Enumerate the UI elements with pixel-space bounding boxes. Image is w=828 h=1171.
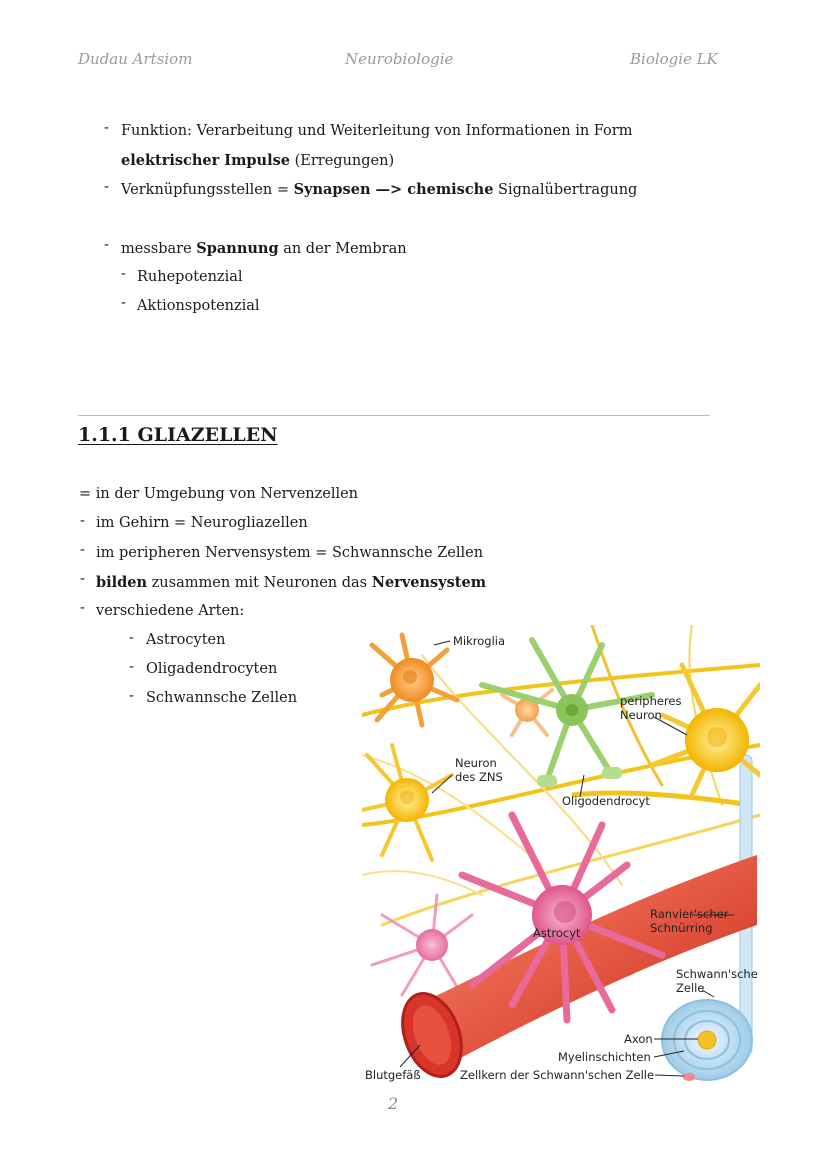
bullet-dash: - [80,542,85,558]
list-item-funktion-cont [121,152,394,169]
text: Signalübertragung [493,182,638,198]
list-item-funktion [121,123,633,139]
bullet-dash: - [104,120,109,136]
bold-text: Nervensystem [371,574,487,591]
label-ranvier-2: Schnürring [650,921,713,935]
list-item-synapsen [121,181,637,198]
bold-text: chemische [407,181,494,198]
bullet-dash: - [80,600,85,616]
sub-bullet-dash: - [129,659,134,675]
bullet-dash: - [80,571,85,587]
label-ranvier: Ranvier'scher [650,907,729,921]
label-astrocyt: Astrocyt [533,926,581,940]
text: Funktion: Verarbeitung und Weiterleitung von Informationen in Form [121,123,633,139]
bold-text: Synapsen [293,181,371,198]
bullet-dash: - [104,179,109,195]
sub-item-aktionspotenzial: Aktionspotenzial [137,298,260,314]
type-oligadendrocyten: Oligadendrocyten [146,661,278,677]
label-neuron-zns: Neuron [455,756,497,770]
schwann-cell [662,1000,752,1081]
list-item-bilden [96,574,486,591]
label-schwann: Schwann'sche [676,967,758,981]
list-item-peripher: im peripheren Nervensystem = Schwannsche Zellen [96,545,484,561]
text: (Erregungen) [290,153,395,169]
header-subject: Neurobiologie [345,50,454,68]
text: Verknüpfungsstellen = [121,182,294,198]
mikroglia-cell [372,635,457,725]
text: an der Membran [278,241,407,257]
section-intro: = in der Umgebung von Nervenzellen [79,486,359,502]
label-zellkern: Zellkern der Schwann'schen Zelle [460,1068,655,1082]
zns-neuron-cell [362,745,452,860]
list-item-gehirn: im Gehirn = Neurogliazellen [96,515,308,531]
bold-text: Spannung [196,240,279,257]
sub-bullet-dash: - [121,295,126,311]
sub-bullet-dash: - [129,688,134,704]
sub-bullet-dash: - [129,630,134,646]
bold-text: elektrischer Impulse [121,152,291,169]
text: messbare [121,241,197,257]
text: zusammen mit Neuronen das [147,575,372,591]
section-heading: 1.1.1 GLIAZELLEN [78,424,278,446]
sub-bullet-dash: - [121,266,126,282]
label-schwann-2: Zelle [676,981,705,995]
bullet-dash: - [80,513,85,529]
label-axon: Axon [624,1032,653,1046]
bullet-dash: - [104,237,109,253]
page-number: 2 [388,1094,399,1113]
header-author: Dudau Artsiom [78,50,193,68]
label-myelin: Myelinschichten [558,1050,651,1064]
type-astrocyten: Astrocyten [146,632,226,648]
section-divider [78,415,710,416]
type-schwannsche-zellen: Schwannsche Zellen [146,690,298,706]
list-item-arten: verschiedene Arten: [96,603,245,619]
label-peripheres-neuron-2: Neuron [620,708,662,722]
label-oligodendrocyt: Oligodendrocyt [562,794,650,808]
arrow: —> [370,181,408,198]
label-neuron-zns-2: des ZNS [455,770,503,784]
header-course: Biologie LK [630,50,718,68]
label-mikroglia: Mikroglia [453,634,506,648]
label-peripheres-neuron: peripheres [620,694,682,708]
glia-cells-illustration [362,625,760,1085]
list-item-spannung [121,240,407,257]
bold-text: bilden [96,574,148,591]
label-blutgefaess: Blutgefäß [365,1068,421,1082]
sub-item-ruhepotenzial: Ruhepotenzial [137,269,243,285]
